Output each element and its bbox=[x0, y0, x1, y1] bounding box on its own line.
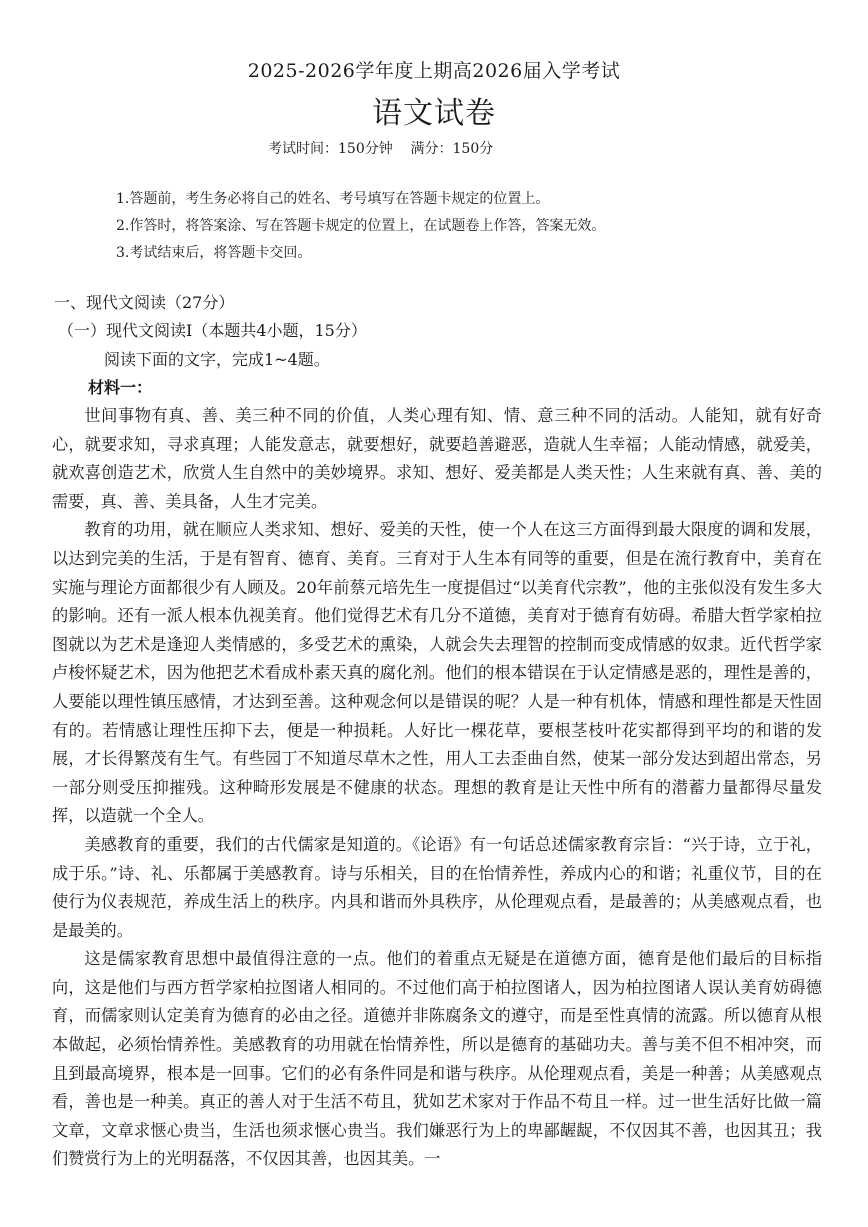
paragraph: 美感教育的重要，我们的古代儒家是知道的。《论语》有一句话总述儒家教育宗旨：“兴于诗，立于礼，成于乐。”诗、礼、乐都属于美感教育。诗与乐相关，目的在怡情养性，养成内心的和谐；礼重仪节，目的在使行为仪表规范，养成生活上的秩序。内具和谐而外具秩序，从伦理观点看，是最善的；从美感观点看，也是最美的。 bbox=[52, 834, 822, 940]
subject-title: 语文试卷 bbox=[372, 96, 496, 131]
paragraph: 这是儒家教育思想中最值得注意的一点。他们的着重点无疑是在道德方面，德育是他们最后的目标指向，这是他们与西方哲学家柏拉图诸人相同的。不过他们高于柏拉图诸人，因为柏拉图诸人误认美育妨碍德育，而儒家则认定美育为德育的必由之径。道德并非陈腐条文的遵守，而是至性真情的流露。所以德育从根本做起，必须怡情养性。美感教育的功用就在怡情养性，所以是德育的基础功夫。善与美不但不相冲突，而且到最高境界，根本是一回事。它们的必有条件同是和谐与秩序。从伦理观点看，美是一种善；从美感观点看，善也是一种美。真正的善人对于生活不苟且，犹如艺术家对于作品不苟且一样。过一世生活好比做一篇文章，文章求惬心贵当，生活也须求惬心贵当。我们嫌恶行为上的卑鄙龌龊，不仅因其不善，也因其丑；我们赞赏行为上的光明磊落，不仅因其善，也因其美。一 bbox=[52, 949, 822, 1169]
exam-meta: 考试时间：150分钟 满分：150分 bbox=[268, 141, 494, 157]
paragraph: 教育的功用，就在顺应人类求知、想好、爱美的天性，使一个人在这三方面得到最大限度的调和发展，以达到完美的生活，于是有智育、德育、美育。三育对于人生本有同等的重要，但是在流行教育中，美育在实施与理论方面都很少有人顾及。20年前蔡元培先生一度提倡过“以美育代宗教”，他的主张似没有发生多大的影响。还有一派人根本仇视美育。他们觉得艺术有几分不道德，美育对于德育有妨碍。希腊大哲学家柏拉图就以为艺术是逢迎人类情感的，多受艺术的熏染，人就会失去理智的控制而变成情感的奴隶。近代哲学家卢梭怀疑艺术，因为他把艺术看成朴素天真的腐化剂。他们的根本错误在于认定情感是恶的，理性是善的，人要能以理性镇压感情，才达到至善。这种观念何以是错误的呢？人是一种有机体，情感和理性都是天性固有的。若情感让理性压抑下去，便是一种损耗。人好比一棵花草，要根茎枝叶花实都得到平均的和谐的发展，才长得繁茂有生气。有些园丁不知道尽草木之性，用人工去歪曲自然，使某一部分发达到超出常态，另一部分则受压抑摧残。这种畸形发展是不健康的状态。理想的教育是让天性中所有的潜蓄力量都得尽量发挥，以造就一个全人。 bbox=[52, 520, 822, 826]
passage bbox=[52, 402, 822, 1174]
exam-title: 2025-2026学年度上期高2026届入学考试 bbox=[247, 60, 621, 82]
instruction: 阅读下面的文字，完成1~4题。 bbox=[104, 350, 330, 369]
note-item: 3.考试结束后，将答题卡交回。 bbox=[116, 245, 312, 261]
material-label: 材料一： bbox=[88, 378, 153, 397]
note-item: 1.答题前，考生务必将自己的姓名、考号填写在答题卡规定的位置上。 bbox=[116, 191, 550, 207]
note-item: 2.作答时，将答案涂、写在答题卡规定的位置上，在试题卷上作答，答案无效。 bbox=[116, 218, 606, 234]
paragraph: 世间事物有真、善、美三种不同的价值，人类心理有知、情、意三种不同的活动。人能知，就有好奇心，就要求知，寻求真理；人能发意志，就要想好，就要趋善避恶，造就人生幸福；人能动情感，就爱美，就欢喜创造艺术，欣赏人生自然中的美妙境界。求知、想好、爱美都是人类天性；人生来就有真、善、美的需要，真、善、美具备，人生才完美。 bbox=[52, 406, 822, 511]
sub-title: （一）现代文阅读Ⅰ（本题共4小题，15分） bbox=[58, 321, 367, 340]
part-title: 一、现代文阅读（27分） bbox=[54, 293, 235, 312]
exam-notes bbox=[116, 186, 605, 267]
